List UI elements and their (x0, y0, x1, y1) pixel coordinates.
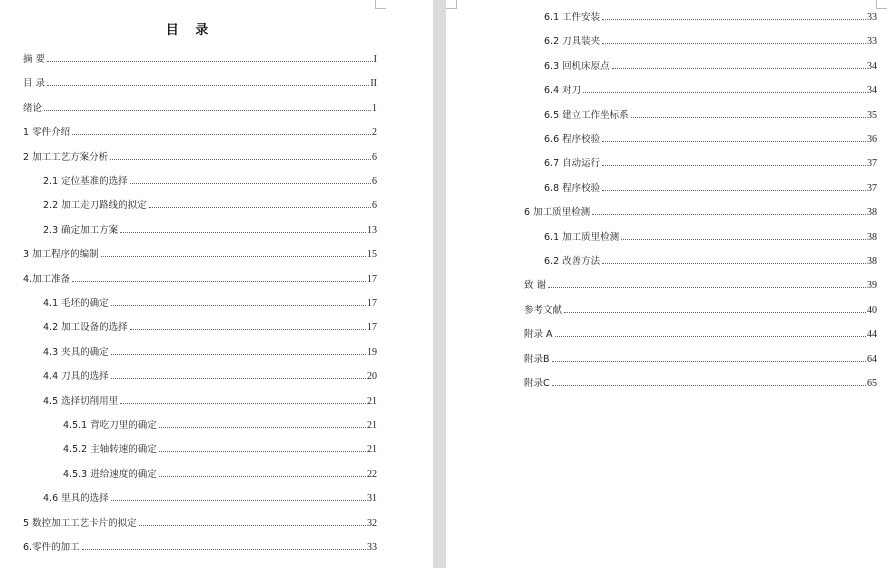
toc-entry[interactable] (43, 197, 377, 211)
toc-entry-label: 6.4 对刀 (544, 85, 582, 97)
toc-entry[interactable] (544, 229, 877, 243)
toc-entry-label: 4.1 毛坯的确定 (43, 298, 109, 309)
toc-entry[interactable] (43, 344, 377, 358)
toc-entry-page: 17 (367, 322, 377, 334)
dot-leader (111, 378, 366, 379)
toc-entry[interactable] (23, 124, 377, 138)
dot-leader (159, 476, 366, 477)
dot-leader (111, 500, 366, 501)
toc-entry[interactable] (43, 490, 377, 504)
toc-entry-label: 4.6 里具的选择 (43, 493, 109, 505)
toc-entry[interactable] (544, 131, 877, 145)
toc-entry-label: 附录 A (524, 329, 553, 341)
toc-entry-label: 4.5.1 背吃刀里的确定 (63, 420, 157, 431)
dot-leader (548, 287, 866, 288)
toc-entry-label: 6.零件的加工 (23, 542, 80, 553)
dot-leader (612, 68, 866, 69)
toc-entry-page: 38 (867, 256, 877, 267)
toc-entry-page: 32 (367, 517, 377, 529)
dot-leader (592, 214, 866, 215)
toc-entry-page: 36 (867, 134, 877, 145)
toc-entry-label: 4.加工准备 (23, 273, 71, 285)
toc-entry-label: 2 加工工艺方案分析 (23, 151, 109, 163)
toc-entry[interactable] (524, 277, 877, 291)
dot-leader (602, 19, 866, 20)
toc-entry[interactable] (524, 326, 877, 340)
toc-entry[interactable] (544, 253, 877, 267)
toc-entry-label: 5 数控加工工艺卡片的拟定 (23, 517, 137, 529)
toc-entry-page: 35 (867, 109, 877, 121)
toc-entry-page: 21 (367, 395, 377, 407)
dot-leader (583, 92, 866, 93)
margin-corner-mark (446, 0, 457, 9)
toc-entry-label: 6.7 自动运行 (544, 158, 601, 170)
toc-entry[interactable] (524, 302, 877, 316)
toc-entry-label: 6.6 程序校验 (544, 134, 601, 145)
toc-entry[interactable] (23, 271, 377, 285)
dot-leader (82, 549, 366, 550)
toc-entry-label: 目 录 (23, 78, 46, 90)
dot-leader (555, 336, 866, 337)
toc-entry-label: 6.1 工件安装 (544, 12, 601, 23)
toc-entry-label: 参考文献 (524, 304, 563, 316)
toc-entry-page: 17 (367, 273, 377, 285)
toc-entry-label: 2.1 定位基准的选择 (43, 176, 128, 187)
dot-leader (159, 451, 366, 452)
toc-entry-page: 34 (867, 85, 877, 97)
dot-leader (621, 239, 866, 240)
toc-entry[interactable] (524, 351, 877, 365)
dot-leader (120, 232, 366, 233)
toc-entry-label: 6.2 刀具装夹 (544, 36, 601, 48)
toc-entry-label: 4.5.2 主轴转速的确定 (63, 444, 157, 456)
toc-entry[interactable] (23, 539, 377, 553)
toc-entry-label: 6.8 程序校验 (544, 182, 601, 194)
toc-entry-page: 22 (367, 468, 377, 480)
dot-leader (139, 525, 366, 526)
dot-leader (130, 329, 366, 330)
toc-entry-label: 6 加工质里检测 (524, 207, 591, 219)
dot-leader (111, 305, 366, 306)
toc-entry-page: 38 (867, 231, 877, 243)
toc-entry[interactable] (544, 107, 877, 121)
dot-leader (47, 85, 369, 86)
toc-entry[interactable] (43, 393, 377, 407)
toc-entry-page: 38 (867, 207, 877, 219)
toc-entry-label: 附录C (524, 378, 550, 389)
toc-entry[interactable] (23, 75, 377, 89)
toc-entry-label: 6.5 建立工作坐标系 (544, 109, 629, 121)
toc-entry-label: 4.2 加工设备的选择 (43, 322, 128, 334)
toc-entry-label: 1 零件介绍 (23, 127, 71, 139)
toc-entry-page: 39 (867, 280, 877, 292)
dot-leader (120, 403, 366, 404)
dot-leader (631, 117, 866, 118)
toc-entry-page: 20 (367, 371, 377, 383)
dot-leader (149, 207, 371, 208)
dot-leader (552, 385, 866, 386)
toc-entry-page: 21 (367, 420, 377, 431)
right-page (446, 0, 894, 568)
toc-entry[interactable] (23, 100, 377, 114)
toc-entry-page: 37 (867, 158, 877, 170)
toc-entry-page: 40 (867, 304, 877, 316)
toc-entry[interactable] (544, 58, 877, 72)
toc-entry-page: 65 (867, 378, 877, 389)
toc-entry[interactable] (63, 466, 377, 480)
toc-entry-label: 2.3 确定加工方案 (43, 224, 119, 236)
toc-entry[interactable] (544, 155, 877, 169)
dot-leader (44, 110, 371, 111)
toc-entry-label: 4.3 夹具的确定 (43, 346, 109, 358)
dot-leader (564, 312, 866, 313)
toc-entry-page: 6 (372, 151, 377, 163)
toc-entry-page: 34 (867, 60, 877, 72)
toc-entry[interactable] (23, 515, 377, 529)
toc-entry-page: I (373, 54, 377, 65)
dot-leader (111, 354, 366, 355)
dot-leader (159, 427, 366, 428)
toc-entry-label: 3 加工程序的编制 (23, 249, 99, 261)
margin-corner-mark (876, 0, 887, 9)
toc-entry-page: 6 (372, 200, 377, 212)
toc-entry-page: 31 (367, 493, 377, 505)
toc-entry-label: 6.3 回机床原点 (544, 60, 610, 72)
toc-entry[interactable] (43, 222, 377, 236)
toc-entry-page: 64 (867, 353, 877, 365)
left-page (0, 0, 433, 568)
toc-entry-page: 19 (367, 346, 377, 358)
toc-entry-label: 4.5 选择切削用里 (43, 395, 119, 407)
toc-entry-label: 4.5.3 进给速度的确定 (63, 468, 157, 480)
toc-entry-label: 6.1 加工质里检测 (544, 231, 620, 243)
toc-entry-page: II (370, 78, 377, 90)
dot-leader (101, 256, 366, 257)
toc-entry-label: 致 谢 (524, 280, 547, 292)
dot-leader (602, 165, 866, 166)
toc-entry-label: 附录B (524, 353, 550, 365)
toc-entry[interactable] (544, 33, 877, 47)
toc-entry-page: 17 (367, 298, 377, 309)
toc-entry-label: 摘 要 (23, 54, 46, 65)
toc-entry-page: 37 (867, 182, 877, 194)
dot-leader (552, 361, 866, 362)
toc-entry-page: 1 (372, 102, 377, 114)
toc-entry-label: 2.2 加工走刀路线的拟定 (43, 200, 147, 212)
dot-leader (602, 141, 866, 142)
toc-entry-page: 13 (367, 224, 377, 236)
toc-entry[interactable] (63, 417, 377, 431)
toc-entry[interactable] (43, 295, 377, 309)
toc-entry[interactable] (43, 368, 377, 382)
toc-entry-page: 15 (367, 249, 377, 261)
toc-entry[interactable] (43, 173, 377, 187)
toc-entry-page: 33 (867, 36, 877, 48)
toc-entry-page: 33 (867, 12, 877, 23)
margin-corner-mark (375, 0, 386, 9)
toc-entry[interactable] (23, 51, 377, 65)
toc-entry[interactable] (544, 180, 877, 194)
dot-leader (72, 134, 371, 135)
dot-leader (72, 281, 366, 282)
toc-entry[interactable] (23, 149, 377, 163)
toc-entry-label: 绪论 (23, 102, 43, 114)
toc-entry[interactable] (524, 375, 877, 389)
dot-leader (602, 190, 866, 191)
dot-leader (110, 159, 371, 160)
toc-entry[interactable] (524, 204, 877, 218)
toc-entry[interactable] (544, 9, 877, 23)
dot-leader (602, 43, 866, 44)
toc-entry-label: 4.4 刀具的选择 (43, 371, 109, 383)
toc-entry-page: 21 (367, 444, 377, 456)
toc-entry[interactable] (63, 441, 377, 455)
toc-entry-label: 6.2 改善方法 (544, 256, 601, 267)
toc-title: 目 录 (165, 23, 215, 38)
dot-leader (130, 183, 371, 184)
toc-entry[interactable] (43, 319, 377, 333)
toc-entry[interactable] (544, 82, 877, 96)
dot-leader (47, 61, 373, 62)
toc-entry-page: 2 (372, 127, 377, 139)
dot-leader (602, 263, 866, 264)
toc-entry-page: 33 (367, 542, 377, 553)
toc-entry[interactable] (23, 246, 377, 260)
toc-entry-page: 6 (372, 176, 377, 187)
toc-entry-page: 44 (867, 329, 877, 341)
